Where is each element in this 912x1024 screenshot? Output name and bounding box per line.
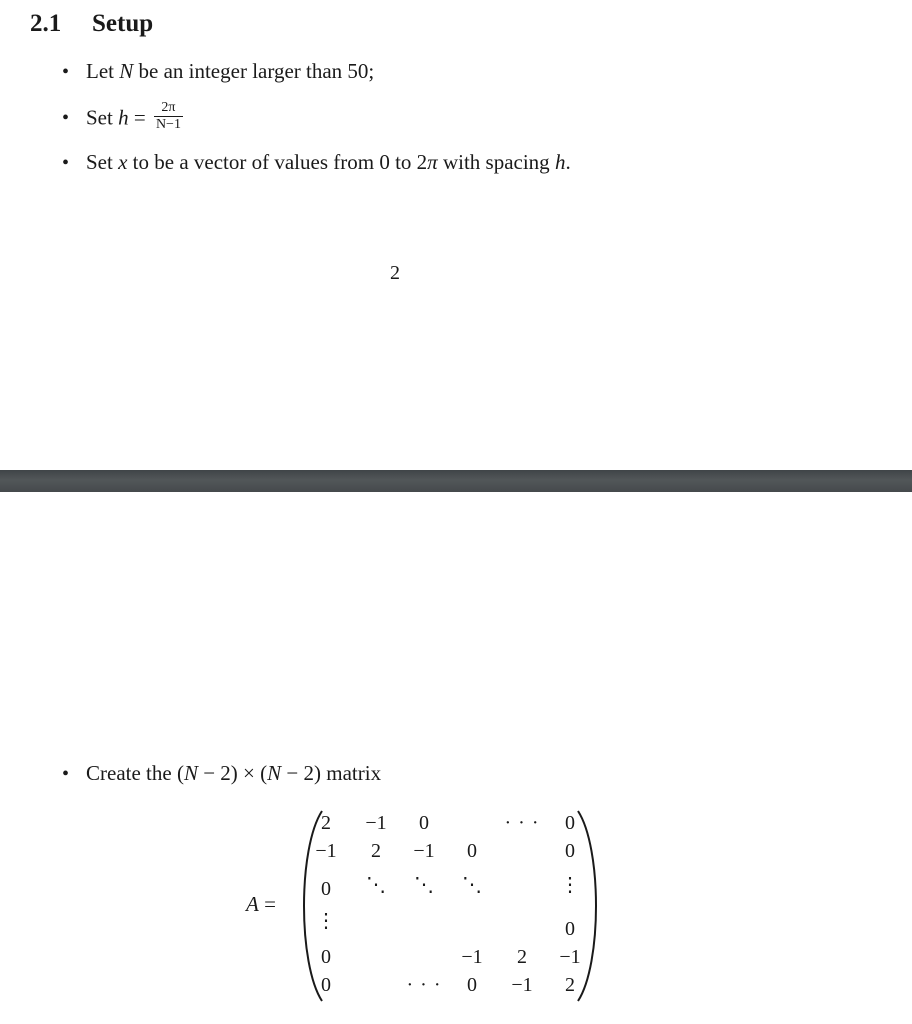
equals-sign: = <box>128 105 151 130</box>
matrix-vertical-dots: ⋮ <box>316 910 336 932</box>
fraction-denominator: N−1 <box>155 117 181 132</box>
matrix-cell: 2 <box>565 974 575 996</box>
matrix-cell: 2 <box>321 812 331 834</box>
bullet-text: − 2) × ( <box>197 761 268 785</box>
matrix-cell: 0 <box>419 812 429 834</box>
matrix-cell: −1 <box>365 812 387 834</box>
math-variable-n: N <box>119 59 134 83</box>
math-variable-h: h <box>118 105 129 130</box>
bullet-text: − 2) matrix <box>281 761 382 785</box>
math-variable-n: N <box>183 761 198 785</box>
matrix-cell: 0 <box>467 840 477 862</box>
matrix-ellipsis: · · · <box>504 812 540 834</box>
bullet-text: Create the ( <box>86 761 184 785</box>
matrix-cell: 0 <box>565 918 575 940</box>
page-number: 2 <box>390 262 400 284</box>
fraction-numerator: 2π <box>161 100 176 115</box>
matrix-cell: −1 <box>413 840 435 862</box>
math-variable-n: N <box>267 761 282 785</box>
matrix-cell: −1 <box>559 946 581 968</box>
matrix-diagonal-dots: ⋱ <box>414 874 434 896</box>
pdf-page-top <box>0 0 912 470</box>
matrix-cell: 0 <box>467 974 477 996</box>
bullet-text: Set <box>86 150 119 174</box>
math-pi: π <box>427 150 438 174</box>
matrix-cell: −1 <box>461 946 483 968</box>
math-variable-h: h <box>554 150 566 174</box>
matrix-cell: −1 <box>315 840 337 862</box>
matrix-cell: 0 <box>321 974 331 996</box>
bullet-item-set-h <box>62 100 183 135</box>
bullet-text: Let <box>86 59 120 83</box>
equals-sign: = <box>258 892 276 916</box>
bullet-text: to be a vector of values from 0 to 2 <box>127 150 428 174</box>
pdf-page-bottom <box>0 492 912 1024</box>
bullet-marker: • <box>62 763 70 785</box>
matrix-diagonal-dots: ⋱ <box>462 874 482 896</box>
bullet-text: . <box>565 150 571 174</box>
matrix-label <box>246 892 276 917</box>
matrix-ellipsis: · · · <box>406 974 442 996</box>
math-variable-x: x <box>118 150 128 174</box>
matrix-cell: 2 <box>371 840 381 862</box>
bullet-marker: • <box>62 107 70 130</box>
matrix-cell: 2 <box>517 946 527 968</box>
matrix-vertical-dots: ⋮ <box>560 874 580 896</box>
page-separator <box>0 470 912 492</box>
bullet-text: with spacing <box>437 150 555 174</box>
fraction-h-definition <box>154 101 183 132</box>
section-heading <box>30 10 153 38</box>
section-title: Setup <box>92 10 154 37</box>
matrix-cell: 0 <box>565 812 575 834</box>
matrix-cell: −1 <box>511 974 533 996</box>
bullet-item-integer-n <box>62 58 374 85</box>
bullet-marker: • <box>62 61 70 83</box>
bullet-marker: • <box>62 152 70 174</box>
section-number: 2.1 <box>30 10 62 37</box>
bullet-text: Set <box>86 105 119 130</box>
bullet-item-set-x <box>62 149 571 176</box>
bullet-text: be an integer larger than 50; <box>133 59 375 83</box>
matrix-diagonal-dots: ⋱ <box>366 874 386 896</box>
matrix-cell: 0 <box>321 946 331 968</box>
matrix-cell: 0 <box>565 840 575 862</box>
matrix-cell: 0 <box>321 878 331 900</box>
bullet-item-create-matrix <box>62 760 381 787</box>
math-variable-a: A <box>246 892 259 916</box>
